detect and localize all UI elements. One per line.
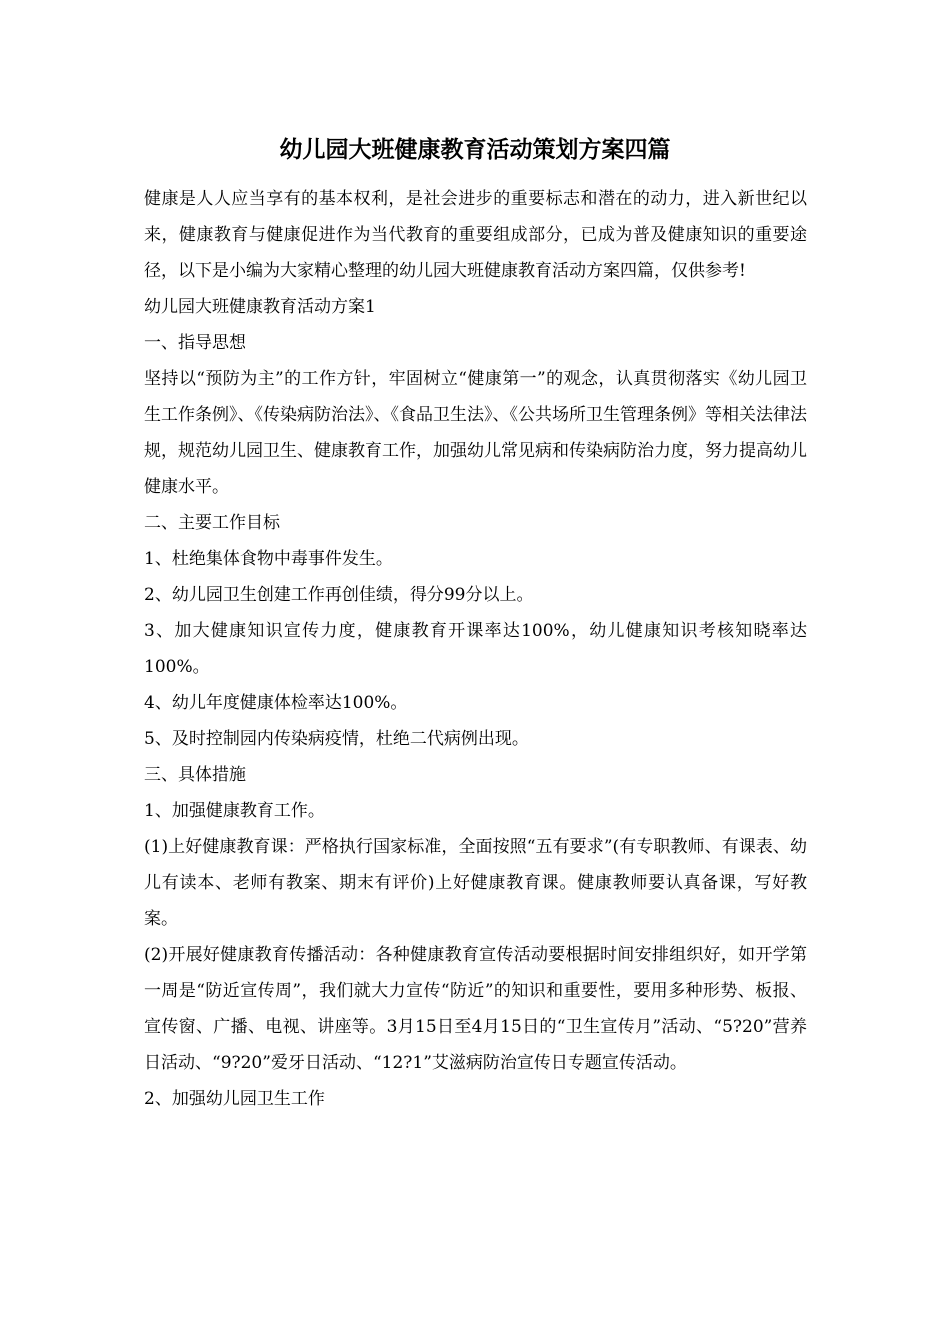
guiding-ideology-paragraph: 坚持以“预防为主”的工作方针，牢固树立“健康第一”的观念，认真贯彻落实《幼儿园卫生工作条例》、《传染病防治法》、《食品卫生法》、《公共场所卫生管理条例》等相关法律法规，规范幼儿园卫生、健康教育工作，加强幼儿常见病和传染病防治力度，努力提高幼儿健康水平。	[144, 369, 807, 497]
section-heading-measures: 三、具体措施	[144, 765, 246, 785]
section-heading-main-goals: 二、主要工作目标	[144, 513, 280, 533]
goal-item-1: 1、杜绝集体食物中毒事件发生。	[144, 549, 393, 569]
goal-item-3: 3、加大健康知识宣传力度，健康教育开课率达100%，幼儿健康知识考核知晓率达100%。	[144, 621, 807, 677]
plan-heading: 幼儿园大班健康教育活动方案1	[144, 297, 376, 317]
measure-sub-item-2: (2)开展好健康教育传播活动：各种健康教育宣传活动要根据时间安排组织好，如开学第一周是“防近宣传周”，我们就大力宣传“防近”的知识和重要性，要用多种形势、板报、宣传窗、广播、电视、讲座等。3月15日至4月15日的“卫生宣传月”活动、“5?20”营养日活动、“9?20”爱牙日活动、“12?1”艾滋病防治宣传日专题宣传活动。	[144, 945, 807, 1073]
measure-item-2: 2、加强幼儿园卫生工作	[144, 1089, 325, 1109]
goal-item-2: 2、幼儿园卫生创建工作再创佳绩，得分99分以上。	[144, 585, 534, 605]
goal-item-5: 5、及时控制园内传染病疫情，杜绝二代病例出现。	[144, 729, 529, 749]
document-title: 幼儿园大班健康教育活动策划方案四篇	[279, 137, 671, 163]
measure-sub-item-1: (1)上好健康教育课：严格执行国家标准，全面按照“五有要求”(有专职教师、有课表、幼儿有读本、老师有教案、期末有评价)上好健康教育课。健康教师要认真备课，写好教案。	[144, 837, 807, 929]
document-body	[144, 181, 807, 1117]
goal-item-4: 4、幼儿年度健康体检率达100%。	[144, 693, 408, 713]
section-heading-guiding-ideology: 一、指导思想	[144, 333, 246, 353]
measure-item-1: 1、加强健康教育工作。	[144, 801, 325, 821]
intro-paragraph: 健康是人人应当享有的基本权利，是社会进步的重要标志和潜在的动力，进入新世纪以来，健康教育与健康促进作为当代教育的重要组成部分，已成为普及健康知识的重要途径，以下是小编为大家精心整理的幼儿园大班健康教育活动方案四篇，仅供参考!	[144, 189, 807, 281]
